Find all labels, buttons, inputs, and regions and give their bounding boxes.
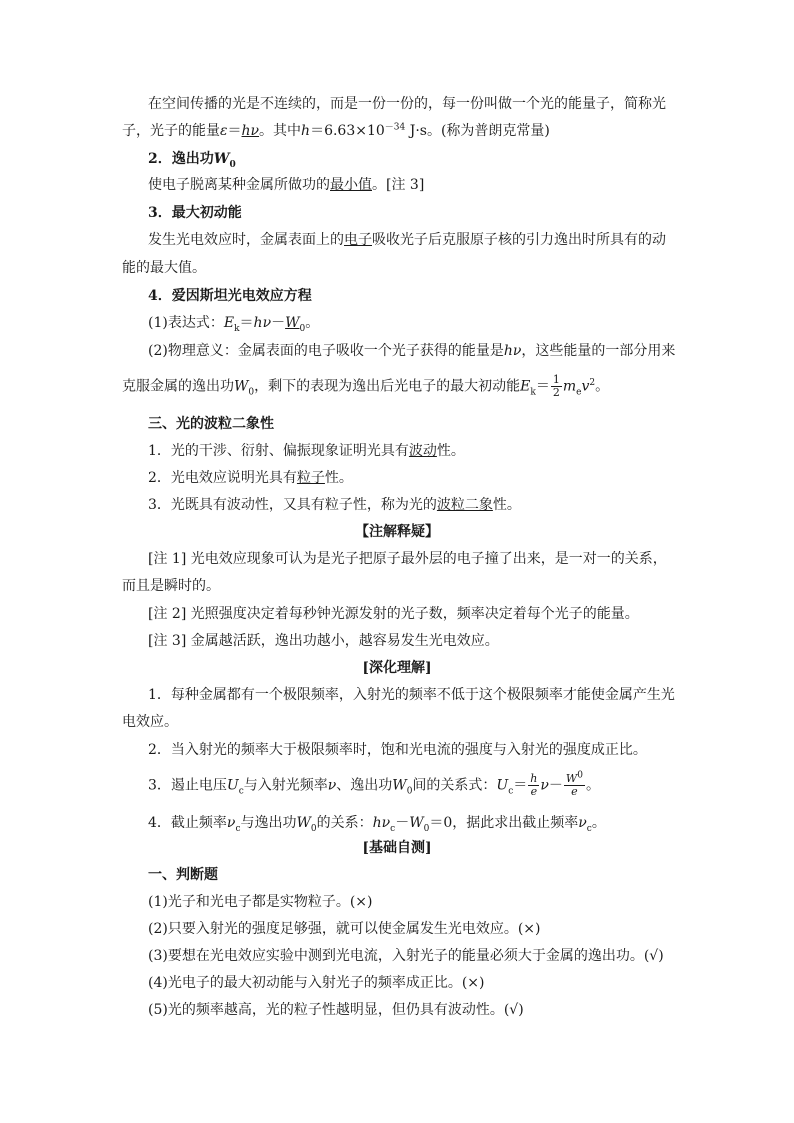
deepen-point-4: 4．截止频率$\nu_c$与逸出功$W_0$的关系：$h\nu_c-W_0=0$，据此求出截止频率$\nu_c$。 [148, 815, 606, 834]
photon-paragraph-line-2: 子，光子的能量ε＝hν。其中$h=6.63\times 10^{-34}$ J·s。(称为普朗克常量) [122, 122, 550, 139]
duality-heading: 三、光的波粒二象性 [148, 416, 274, 432]
question-3: (3)要想在光电效应实验中测到光电流，入射光子的能量必须大于金属的逸出功。(√) [148, 948, 664, 964]
deepen-point-3: 3．遏止电压$U_c$与入射光频率ν、逸出功$W_0$间的关系式：$U_c=$ $\frac{h}{e}$ ν－ $\frac{W^0}{e}$ 。 [148, 770, 600, 798]
note-1-line-1: [注 1] 光电效应现象可认为是光子把原子最外层的电子撞了出来，是一对一的关系， [148, 551, 667, 567]
deepen-heading: [深化理解] [362, 660, 432, 676]
true-false-heading: 一、判断题 [148, 867, 218, 883]
deepen-point-1-line-2: 电效应。 [122, 714, 178, 730]
question-1: (1)光子和光电子都是实物粒子。(×) [148, 894, 373, 910]
duality-point-3: 3．光既具有波动性，又具有粒子性，称为光的波粒二象性。 [148, 497, 521, 513]
note-3: [注 3] 金属越活跃，逸出功越小，越容易发生光电效应。 [148, 633, 499, 649]
einstein-equation-heading: 4．爱因斯坦光电效应方程 [148, 288, 312, 304]
duality-point-1: 1．光的干涉、衍射、偏振现象证明光具有波动性。 [148, 443, 465, 459]
physical-meaning-line-2: 克服金属的逸出功$W_0$，剩下的表现为逸出后光电子的最大初动能$E_k=$ $\frac{1}{2}$ $m_ev^2$。 [122, 373, 610, 399]
max-kinetic-energy-line-1: 发生光电效应时，金属表面上的电子吸收光子后克服原子核的引力逸出时所具有的动 [148, 232, 666, 248]
w0-over-e-fraction: $\frac{W^0}{e}$ [565, 770, 583, 798]
photon-paragraph-line-1: 在空间传播的光是不连续的，而是一份一份的，每一份叫做一个光的能量子，简称光 [148, 96, 666, 112]
einstein-expression: (1)表达式：$E_k=h\nu-W_0$。 [148, 315, 320, 334]
note-1-line-2: 而且是瞬时的。 [122, 578, 220, 594]
question-5: (5)光的频率越高，光的粒子性越明显，但仍具有波动性。(√) [148, 1002, 524, 1018]
self-test-heading: [基础自测] [362, 840, 432, 856]
question-2: (2)只要入射光的强度足够强，就可以使金属发生光电效应。(×) [148, 921, 541, 937]
h-over-e-fraction: $\frac{h}{e}$ [530, 772, 538, 798]
deepen-point-2: 2．当入射光的频率大于极限频率时，饱和光电流的强度与入射光的强度成正比。 [148, 742, 647, 758]
question-4: (4)光电子的最大初动能与入射光子的频率成正比。(×) [148, 975, 485, 991]
max-kinetic-energy-line-2: 能的最大值。 [122, 260, 206, 276]
deepen-point-1-line-1: 1．每种金属都有一个极限频率，入射光的频率不低于这个极限频率才能使金属产生光 [148, 687, 675, 703]
work-function-heading: 2．逸出功$W_0$ [148, 151, 236, 170]
work-function-definition: 使电子脱离某种金属所做功的最小值。[注 3] [148, 177, 425, 193]
duality-point-2: 2．光电效应说明光具有粒子性。 [148, 470, 353, 486]
photon-energy-formula: hν [241, 123, 260, 139]
notes-heading: 【注解释疑】 [355, 524, 439, 540]
half-fraction: $\frac{1}{2}$ [552, 373, 560, 399]
note-2: [注 2] 光照强度决定着每秒钟光源发射的光子数，频率决定着每个光子的能量。 [148, 606, 639, 622]
max-kinetic-energy-heading: 3．最大初动能 [148, 205, 242, 221]
physical-meaning-line-1: (2)物理意义：金属表面的电子吸收一个光子获得的能量是hν，这些能量的一部分用来 [148, 343, 676, 359]
